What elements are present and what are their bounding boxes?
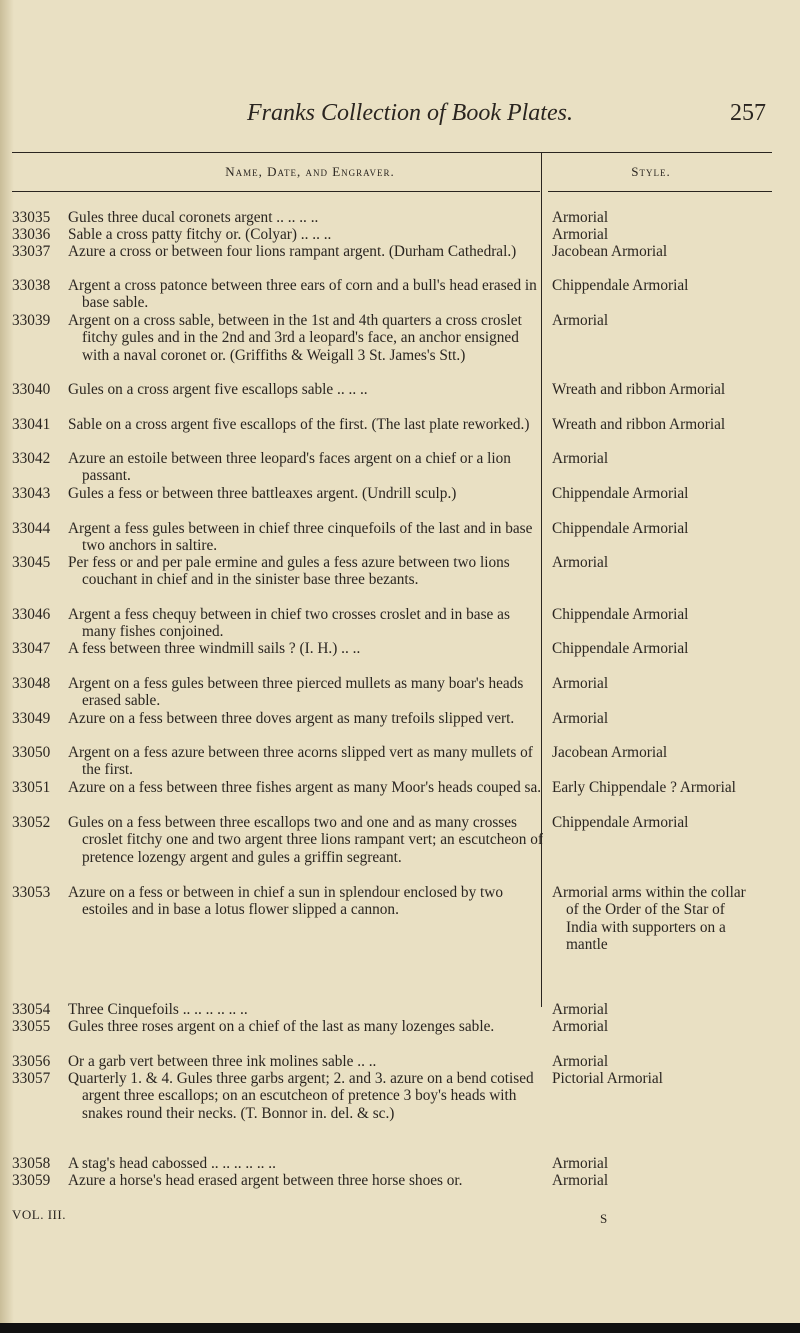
entry-number: 33044 xyxy=(12,520,51,537)
entry-description: Argent a cross patonce between three ears of corn and a bull's head erased in base sable. xyxy=(68,277,537,312)
entry-style: Wreath and ribbon Armorial xyxy=(552,416,726,433)
entry-number: 33057 xyxy=(12,1070,51,1087)
entry-style: Chippendale Armorial xyxy=(552,814,689,831)
entry-description: Azure a cross or between four lions rampant argent. (Durham Cathedral.) xyxy=(68,243,517,260)
entry-number: 33043 xyxy=(12,485,51,502)
entry-style: Armorial xyxy=(552,1172,609,1189)
entry-number: 33042 xyxy=(12,450,51,467)
column-header-name: Name, Date, and Engraver. xyxy=(225,164,395,179)
entry-description: Gules on a cross argent five escallops sable .. .. .. xyxy=(68,381,368,398)
entry-style: Armorial xyxy=(552,554,609,571)
entry-number: 33048 xyxy=(12,675,51,692)
entry-style: Chippendale Armorial xyxy=(552,640,689,657)
entry-number: 33040 xyxy=(12,381,51,398)
entry-style: Armorial xyxy=(552,450,609,467)
entry-description: Quarterly 1. & 4. Gules three garbs argent; 2. and 3. azure on a bend cotised argent three escallops; on an escutcheon of pretence 3 boy's heads with snakes round their necks. (T. Bonnor in. del. & sc.) xyxy=(68,1070,534,1122)
entry-number: 33050 xyxy=(12,744,51,761)
entry-description: Argent a fess chequy between in chief two crosses croslet and in base as many fishes conjoined. xyxy=(68,606,510,641)
entry-description: Sable on a cross argent five escallops of the first. (The last plate reworked.) xyxy=(68,416,530,433)
entry-number: 33041 xyxy=(12,416,51,433)
entry-style: Armorial xyxy=(552,1001,609,1018)
entry-description: A stag's head cabossed .. .. .. .. .. .. xyxy=(68,1155,276,1172)
header-rule-left xyxy=(12,191,540,192)
entry-number: 33045 xyxy=(12,554,51,571)
entry-description: Or a garb vert between three ink molines sable .. .. xyxy=(68,1053,377,1070)
entry-style: Jacobean Armorial xyxy=(552,744,668,761)
entry-description: Azure on a fess between three fishes argent as many Moor's heads couped sa. xyxy=(68,779,542,796)
entry-description: Gules a fess or between three battleaxes argent. (Undrill sculp.) xyxy=(68,485,457,502)
entry-style: Pictorial Armorial xyxy=(552,1070,663,1087)
entry-number: 33054 xyxy=(12,1001,51,1018)
entry-style: Chippendale Armorial xyxy=(552,606,689,623)
entry-style: Chippendale Armorial xyxy=(552,485,689,502)
entry-number: 33052 xyxy=(12,814,51,831)
top-rule xyxy=(12,152,772,153)
entry-description: Azure an estoile between three leopard's faces argent on a chief or a lion passant. xyxy=(68,450,511,485)
entry-description: Per fess or and per pale ermine and gules a fess azure between two lions couchant in chief and in the sinister base three bezants. xyxy=(68,554,510,589)
entry-number: 33037 xyxy=(12,243,51,260)
entry-description: Argent on a fess gules between three pierced mullets as many boar's heads erased sable. xyxy=(68,675,524,710)
entry-description: Azure on a fess between three doves argent as many trefoils slipped vert. xyxy=(68,710,515,727)
entry-description: Three Cinquefoils .. .. .. .. .. .. xyxy=(68,1001,248,1018)
entry-style: Early Chippendale ? Armorial xyxy=(552,779,736,796)
entry-description: Gules three ducal coronets argent .. .. .. .. xyxy=(68,209,319,226)
page-number: 257 xyxy=(730,100,766,126)
entry-number: 33036 xyxy=(12,226,51,243)
bottom-edge xyxy=(0,1323,800,1333)
entry-style: Armorial xyxy=(552,312,609,329)
entry-number: 33058 xyxy=(12,1155,51,1172)
header-rule-right xyxy=(548,191,772,192)
entry-number: 33038 xyxy=(12,277,51,294)
volume-label: VOL. III. xyxy=(12,1207,66,1222)
entry-number: 33039 xyxy=(12,312,51,329)
entry-style: Armorial xyxy=(552,675,609,692)
entry-style: Armorial arms within the collar of the Order of the Star of India with supporters on a mantle xyxy=(552,884,746,954)
entry-style: Jacobean Armorial xyxy=(552,243,668,260)
entry-description: Azure on a fess or between in chief a sun in splendour enclosed by two estoiles and in base a lotus flower slipped a cannon. xyxy=(68,884,503,919)
entry-style: Wreath and ribbon Armorial xyxy=(552,381,726,398)
entry-description: A fess between three windmill sails ? (I. H.) .. .. xyxy=(68,640,361,657)
running-title: Franks Collection of Book Plates. xyxy=(247,100,573,126)
entry-description: Azure a horse's head erased argent between three horse shoes or. xyxy=(68,1172,463,1189)
entry-number: 33053 xyxy=(12,884,51,901)
entry-number: 33046 xyxy=(12,606,51,623)
entry-style: Armorial xyxy=(552,1155,609,1172)
entry-style: Armorial xyxy=(552,1053,609,1070)
entry-description: Gules three roses argent on a chief of the last as many lozenges sable. xyxy=(68,1018,495,1035)
entry-number: 33049 xyxy=(12,710,51,727)
entry-style: Chippendale Armorial xyxy=(552,520,689,537)
entry-style: Chippendale Armorial xyxy=(552,277,689,294)
entry-style: Armorial xyxy=(552,209,609,226)
entry-description: Argent on a fess azure between three acorns slipped vert as many mullets of the first. xyxy=(68,744,533,779)
entry-description: Argent a fess gules between in chief three cinquefoils of the last and in base two anchors in saltire. xyxy=(68,520,533,555)
page-gutter-shadow xyxy=(0,0,14,1333)
entry-description: Sable a cross patty fitchy or. (Colyar) .. .. .. xyxy=(68,226,332,243)
column-header-style: Style. xyxy=(631,164,671,179)
entry-description: Gules on a fess between three escallops two and one and as many crosses croslet fitchy one and two argent three lions rampant vert; an escutcheon of pretence lozengy argent and gules a griffin segreant. xyxy=(68,814,544,866)
entry-number: 33051 xyxy=(12,779,51,796)
entry-style: Armorial xyxy=(552,226,609,243)
entry-number: 33056 xyxy=(12,1053,51,1070)
entry-number: 33047 xyxy=(12,640,51,657)
entry-style: Armorial xyxy=(552,1018,609,1035)
entry-number: 33059 xyxy=(12,1172,51,1189)
signature-mark: S xyxy=(600,1211,608,1226)
entry-number: 33035 xyxy=(12,209,51,226)
entry-style: Armorial xyxy=(552,710,609,727)
entry-number: 33055 xyxy=(12,1018,51,1035)
entry-description: Argent on a cross sable, between in the 1st and 4th quarters a cross croslet fitchy gules and in the 2nd and 3rd a leopard's face, an anchor ensigned with a naval coronet or. (Griffiths & Weigall 3 St. James's Stt.) xyxy=(68,312,522,364)
